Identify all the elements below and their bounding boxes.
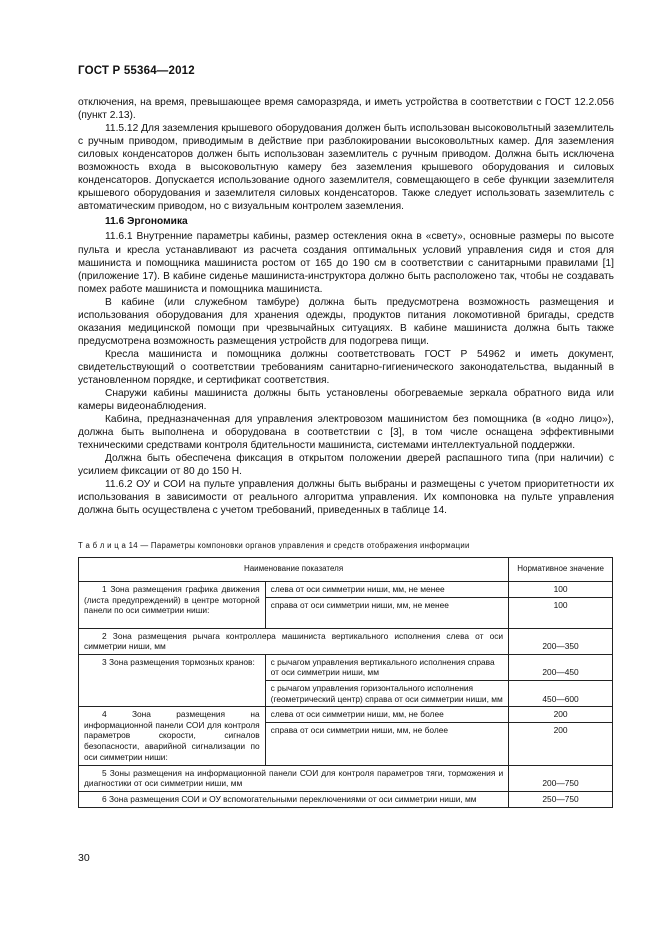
row-label-cell (79, 654, 266, 706)
header-name-cell: Наименование показателя (79, 558, 509, 582)
row-label-text: 6 Зона размещения СОИ и ОУ вспомогательными переключениями от оси симметрии ниши, мм (102, 793, 477, 804)
value-cell: 450—600 (509, 680, 613, 706)
value-cell: 200 (509, 722, 613, 765)
sub-cell: справа от оси симметрии ниши, мм, не менее (265, 597, 508, 628)
value-cell: 200—450 (509, 654, 613, 680)
sub-cell: слева от оси симметрии ниши, мм, не более (265, 707, 508, 723)
paragraph: 11.6.2 ОУ и СОИ на пульте управления должны быть выбраны и размещены с учетом приоритетности их использования в зависимости от реального алгоритма управления. Их компоновка на пульте управления должна быть осуществлена с учетом требований, приведенных в таблице 14. (78, 479, 614, 517)
row-label-cell (79, 791, 509, 807)
value-cell: 200 (509, 707, 613, 723)
sub-cell: слева от оси симметрии ниши, мм, не менее (265, 582, 508, 598)
value-cell: 200—750 (509, 765, 613, 791)
value-cell: 250—750 (509, 791, 613, 807)
row-label-cell (79, 707, 266, 766)
row-label-text: 2 Зона размещения рычага контроллера машиниста вертикального исполнения слева от оси симметрии ниши, мм (84, 630, 504, 652)
paragraph: 11.6.1 Внутренние параметры кабины, размер остекления окна в «свету», основные размеры по высоте пульта и кресла устанавливают из расчета создания оптимальных условий управления сидя и стоя для машиниста и помощника машиниста ростом от 165 до 190 см в соответствии с санитарными правилами [1] (приложение 17). В кабине сиденье машиниста-инструктора должно быть расположено так, чтобы не создавать помех работе машиниста и помощника машиниста. (78, 231, 614, 295)
paragraph: Кресла машиниста и помощника должны соответствовать ГОСТ Р 54962 и иметь документ, свидетельствующий о соответствии требованиям санитарно-гигиенического законодательства, выданный в установленном порядке, и сертификат соответствия. (78, 348, 614, 386)
sub-cell: справа от оси симметрии ниши, мм, не более (265, 722, 508, 765)
table-row (79, 765, 613, 791)
value-cell: 100 (509, 597, 613, 628)
sub-cell: с рычагом управления вертикального исполнения справа от оси симметрии ниши, мм (265, 654, 508, 680)
table-row (79, 654, 613, 680)
value-cell: 100 (509, 582, 613, 598)
paragraph: 11.5.12 Для заземления крышевого оборудования должен быть использован высоковольтный заземлитель с ручным приводом, приводимым в действие при разблокировании высоковольтных камер. Для заземления силовых конденсаторов должен быть использован заземлитель с ручным приводом. Должна быть исключена возможность входа в высоковольтную камеру без заземления крышевого оборудования и силовых конденсаторов. Допускается использование одного заземлителя, совмещающего в себе функции заземлителя крышевого оборудования и заземлителя силовых конденсаторов. Также следует использовать заземлитель с автоматическим приводом, но с визуальным контролем заземления. (78, 123, 614, 213)
row-label-text: 4 Зона размещения на информационной панели СОИ для контроля параметров скорости, сигналов безопасности, аварийной сигнализации по оси симметрии ниши: (84, 709, 260, 762)
row-label-cell (79, 765, 509, 791)
row-label-text: 1 Зона размещения графика движения (листа предупреждений) в центре моторной панели по оси симметрии ниши: (84, 584, 260, 616)
table-row (79, 628, 613, 654)
header-value-cell: Нормативное значение (509, 558, 613, 582)
paragraph: Снаружи кабины машиниста должны быть установлены обогреваемые зеркала обратного вида или камеры видеонаблюдения. (78, 388, 614, 413)
paragraph: Кабина, предназначенная для управления электровозом машинистом без помощника (в «одно лицо»), должна быть выполнена и оборудована в соответствии с [3], в том числе оснащена эффективными техническими средствами контроля бдительности машиниста, системами интеллектуальной поддержки. (78, 414, 614, 452)
row-label-cell (79, 582, 266, 629)
row-label-text: 5 Зоны размещения на информационной панели СОИ для контроля параметров тяги, торможения и диагностики от оси симметрии ниши, мм (84, 767, 504, 789)
page-number: 30 (78, 852, 90, 864)
paragraph: отключения, на время, превышающее время саморазряда, и иметь устройства в соответствии с ГОСТ 12.2.056 (пункт 2.13). (78, 97, 614, 122)
sub-cell: с рычагом управления горизонтального исполнения (геометрический центр) справа от оси симметрии ниши, мм (265, 680, 508, 706)
document-header: ГОСТ Р 55364—2012 (78, 65, 195, 77)
paragraph: Должна быть обеспечена фиксация в открытом положении дверей распашного типа (при наличии) с усилием фиксации от 80 до 150 Н. (78, 453, 614, 478)
paragraph: В кабине (или служебном тамбуре) должна быть предусмотрена возможность размещения и использования оборудования для хранения одежды, продуктов питания локомотивной бригады, средств оказания медицинской помощи при чрезвычайных ситуациях. В кабине машиниста должна быть также предусмотрена возможность размещения устройств для подогрева пищи. (78, 296, 614, 347)
table-row (79, 791, 613, 807)
table-row (79, 707, 613, 723)
section-heading: 11.6 Эргономика (105, 216, 188, 228)
main-text (78, 96, 614, 518)
value-cell: 200—350 (509, 628, 613, 654)
table-row (79, 582, 613, 598)
row-label-cell (79, 628, 509, 654)
parameters-table (78, 557, 613, 808)
table-header-row (79, 558, 613, 582)
table-caption: Т а б л и ц а 14 — Параметры компоновки органов управления и средств отображения информации (78, 541, 470, 550)
row-label-text: 3 Зона размещения тормозных кранов: (102, 656, 255, 667)
